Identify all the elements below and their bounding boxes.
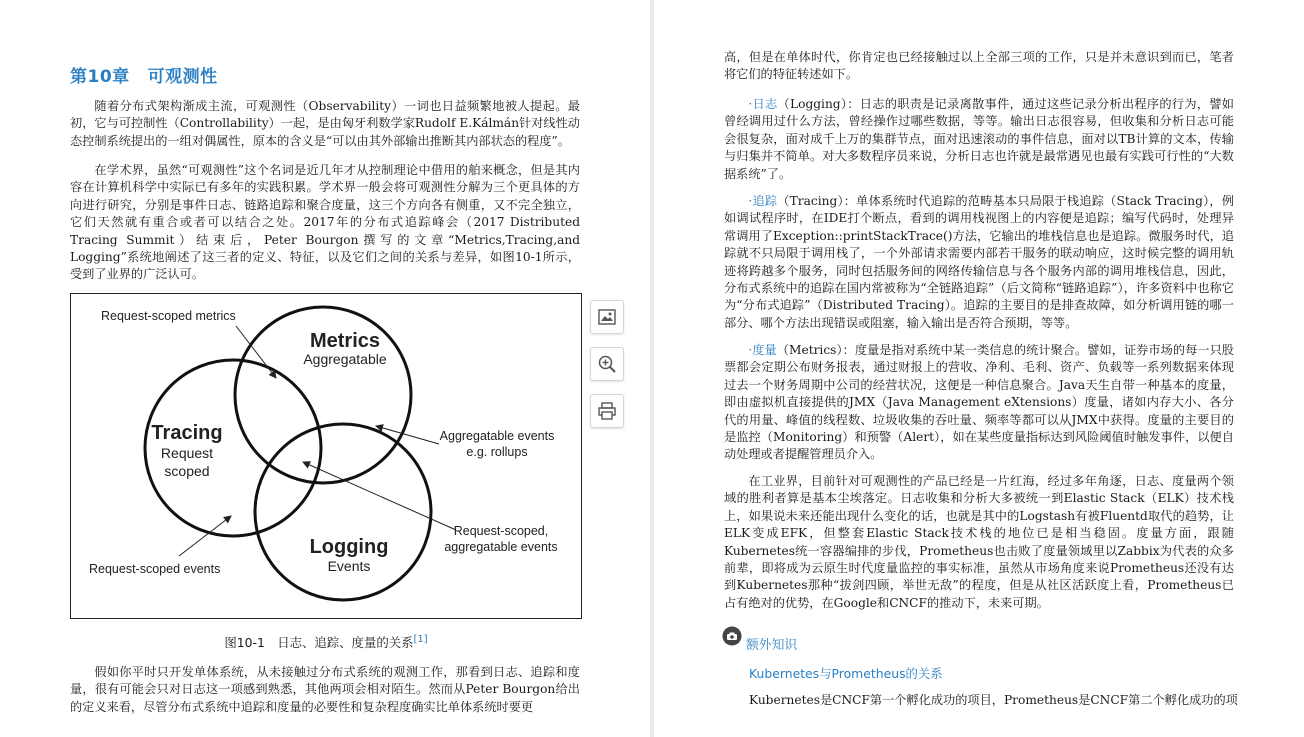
logging-definition xyxy=(724,96,1234,183)
zoom-in-icon xyxy=(597,354,617,374)
print-button[interactable] xyxy=(590,394,624,428)
label-scoped: scoped xyxy=(164,463,210,479)
bottom-paragraph: 假如你平时只开发单体系统，从未接触过分布式系统的观测工作，那看到日志、追踪和度量，很有可能会只对日志这一项感到熟悉，其他两项会相对陌生。然而从Peter Bourgon给出的定义来看，尽管分布式系统中追踪和度量的必要性和复杂程度确实比单体系统时要更 xyxy=(70,665,580,714)
label-aggregatable: Aggregatable xyxy=(303,351,387,367)
image-icon xyxy=(597,307,617,327)
label-request: Request xyxy=(160,445,214,461)
arrow-request-scoped-metrics xyxy=(236,326,276,378)
academic-paragraph: 在学术界，虽然“可观测性”这个名词是近几年才从控制理论中借用的舶来概念，但是其内容在计算机科学中实际已有多年的实践积累。学术界一般会将可观测性分解为三个更具体的方向进行研究，分别是事件日志、链路追踪和聚合度量，这三个方向各有侧重，又不完全独立，它们天然就有重合或者可以结合之处。2017年的分布式追踪峰会（2017 Distributed Tracing Summit）结束后，Peter Bourgon撰写的文章“Metrics,Tracing,and Logging”系统地阐述了这三者的定义、特征，以及它们之间的关系与差异，如图10-1所示，受到了业界的广泛认可。 xyxy=(70,163,580,282)
metrics-term: ·度量 xyxy=(748,343,777,357)
label-request-scoped-events: Request-scoped events xyxy=(89,562,221,576)
label-events: Events xyxy=(327,558,371,574)
chapter-number: 第10章 xyxy=(70,67,130,87)
label-rollups: e.g. rollups xyxy=(466,445,528,459)
venn-diagram xyxy=(71,294,581,618)
chapter-name: 可观测性 xyxy=(147,67,218,87)
extra-knowledge-icon xyxy=(722,626,742,646)
metrics-definition xyxy=(724,342,1234,464)
arrow-request-scoped-aggregatable xyxy=(303,462,456,530)
kubernetes-prometheus-link[interactable]: Kubernetes与Prometheus的关系 xyxy=(749,666,943,681)
tracing-text: （Tracing）：单体系统时代追踪的范畴基本只局限于栈追踪（Stack Tracing），例如调试程序时，在IDE打个断点，看到的调用栈视图上的内容便是追踪；编写代码时，处理异常调用了Exception::printStackTrace()方法，它输出的堆栈信息也是追踪。微服务时代，追踪就不只局限于调用栈了，一个外部请求需要内部若干服务的联动响应，这时候完整的调用轨迹将跨越多个服务，同时包括服务间的网络传输信息与各个服务内部的调用堆栈信息，因此，分布式系统中的追踪在国内常被称为“全链路追踪”（后文简称“链路追踪”），许多资料中也称它为“分布式追踪”（Distributed Tracing）。追踪的主要目的是排查故障，如分析调用链的哪一部分、哪个方法出现错误或阻塞，输入输出是否符合预期，等等。 xyxy=(724,194,1235,330)
label-tracing: Tracing xyxy=(151,422,223,444)
label-aggregatable-events: Aggregatable events xyxy=(439,429,555,443)
continued-paragraph: 高，但是在单体时代，你肯定也已经接触过以上全部三项的工作，只是并未意识到而已，笔者将它们的特征转述如下。 xyxy=(724,50,1234,82)
view-image-button[interactable] xyxy=(590,300,624,334)
logging-term: ·日志 xyxy=(748,97,778,111)
zoom-in-button[interactable] xyxy=(590,347,624,381)
extra-knowledge-label: 额外知识 xyxy=(746,638,798,653)
tracing-definition xyxy=(724,193,1234,332)
left-page xyxy=(0,0,650,737)
figure-caption-text: 图10-1 日志、追踪、度量的关系 xyxy=(224,635,414,650)
tracing-term: ·追踪 xyxy=(748,194,778,208)
figure-10-1[interactable] xyxy=(70,293,582,619)
figure-footnote-ref[interactable]: [1] xyxy=(413,633,428,645)
chapter-title xyxy=(70,62,218,87)
label-request-scoped-comma: Request-scoped, xyxy=(453,524,549,538)
label-request-scoped-metrics: Request-scoped metrics xyxy=(101,309,236,323)
label-logging: Logging xyxy=(309,536,389,558)
logging-text: （Logging）：日志的职责是记录离散事件，通过这些记录分析出程序的行为，譬如曾经调用过什么方法，曾经操作过哪些数据，等等。输出日志很容易，但收集和分析日志可能会很复杂，面对成千上万的集群节点，面对迅速滚动的事件信息，面对以TB计算的文本，传输与归集并不简单。对大多数程序员来说，分析日志也许就是最常遇见也最有实践可行性的“大数据系统”了。 xyxy=(724,97,1234,181)
label-metrics: Metrics xyxy=(309,330,381,352)
last-line: Kubernetes是CNCF第一个孵化成功的项目，Prometheus是CNCF第二个孵化成功的项 xyxy=(749,693,1238,707)
metrics-text: （Metrics）：度量是指对系统中某一类信息的统计聚合。譬如，证券市场的每一只股票都会定期公布财务报表，通过财报上的营收、净利、毛利、资产、负载等一系列数据来体现过去一个财务周期中公司的经营状况，这便是一种信息聚合。Java天生自带一种基本的度量，即由虚拟机直接提供的JMX（Java Management eXtensions）度量，诸如内存大小、各分代的用量、峰值的线程数、垃圾收集的吞吐量、频率等都可以从JMX中获得。度量的主要目的是监控（Monitoring）和预警（Alert），如在某些度量指标达到风险阈值时触发事件，以便自动处理或者提醒管理员介入。 xyxy=(724,343,1234,462)
print-icon xyxy=(597,401,617,421)
intro-paragraph: 随着分布式架构渐成主流，可观测性（Observability）一词也日益频繁地被人提起。最初，它与可控制性（Controllability）一起，是由匈牙利数学家Rudolf E.Kálmán针对线性动态控制系统提出的一组对偶属性，原本的含义是“可以由其外部输出推断其内部状态的程度”。 xyxy=(70,99,580,148)
figure-caption xyxy=(70,633,582,651)
industry-paragraph: 在工业界，目前针对可观测性的产品已经是一片红海，经过多年角逐，日志、度量两个领域的胜利者算是基本尘埃落定。日志收集和分析大多被统一到Elastic Stack（ELK）技术栈上，如果说未来还能出现什么变化的话，也就是其中的Logstash有被Fluentd取代的趋势，让ELK变成EFK，但整套Elastic Stack技术栈的地位已是相当稳固。度量方面，跟随Kubernetes统一容器编排的步伐，Prometheus也击败了度量领域里以Zabbix为代表的众多前辈，即将成为云原生时代度量监控的事实标准，虽然从市场角度来说Prometheus还没有达到Kubernetes那种“拔剑四顾，举世无敌”的程度，但是从社区活跃度上看，Prometheus已占有绝对的优势，在Google和CNCF的推动下，未来可期。 xyxy=(724,474,1234,610)
label-aggregatable-events-2: aggregatable events xyxy=(444,540,558,554)
